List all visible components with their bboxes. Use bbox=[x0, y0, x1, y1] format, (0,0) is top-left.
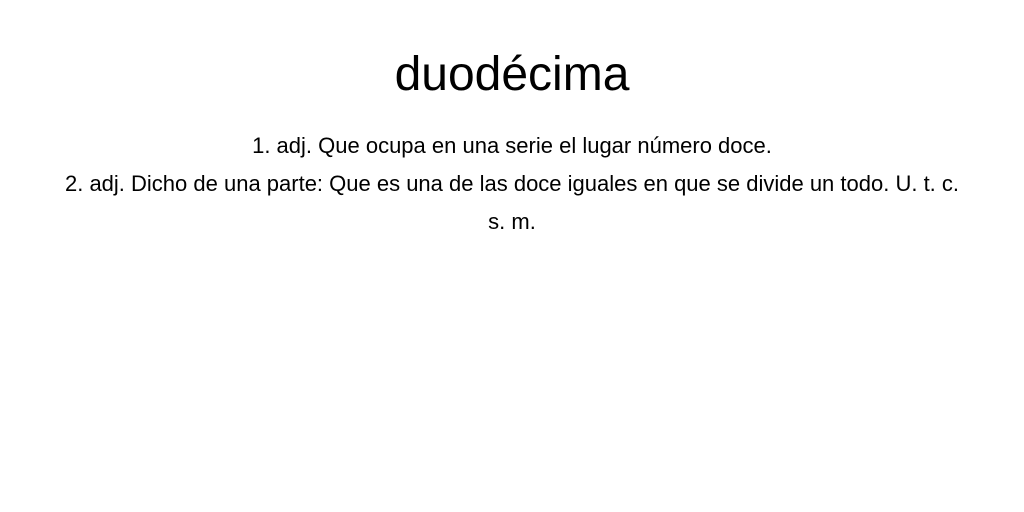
entry-word: duodécima bbox=[394, 48, 630, 101]
definition-1: 1. adj. Que ocupa en una serie el lugar número doce. bbox=[252, 133, 772, 158]
definition-2: 2. adj. Dicho de una parte: Que es una de las doce iguales en que se divide un todo. U. t. c. s. m. bbox=[64, 171, 960, 234]
definitions-list bbox=[62, 127, 962, 241]
